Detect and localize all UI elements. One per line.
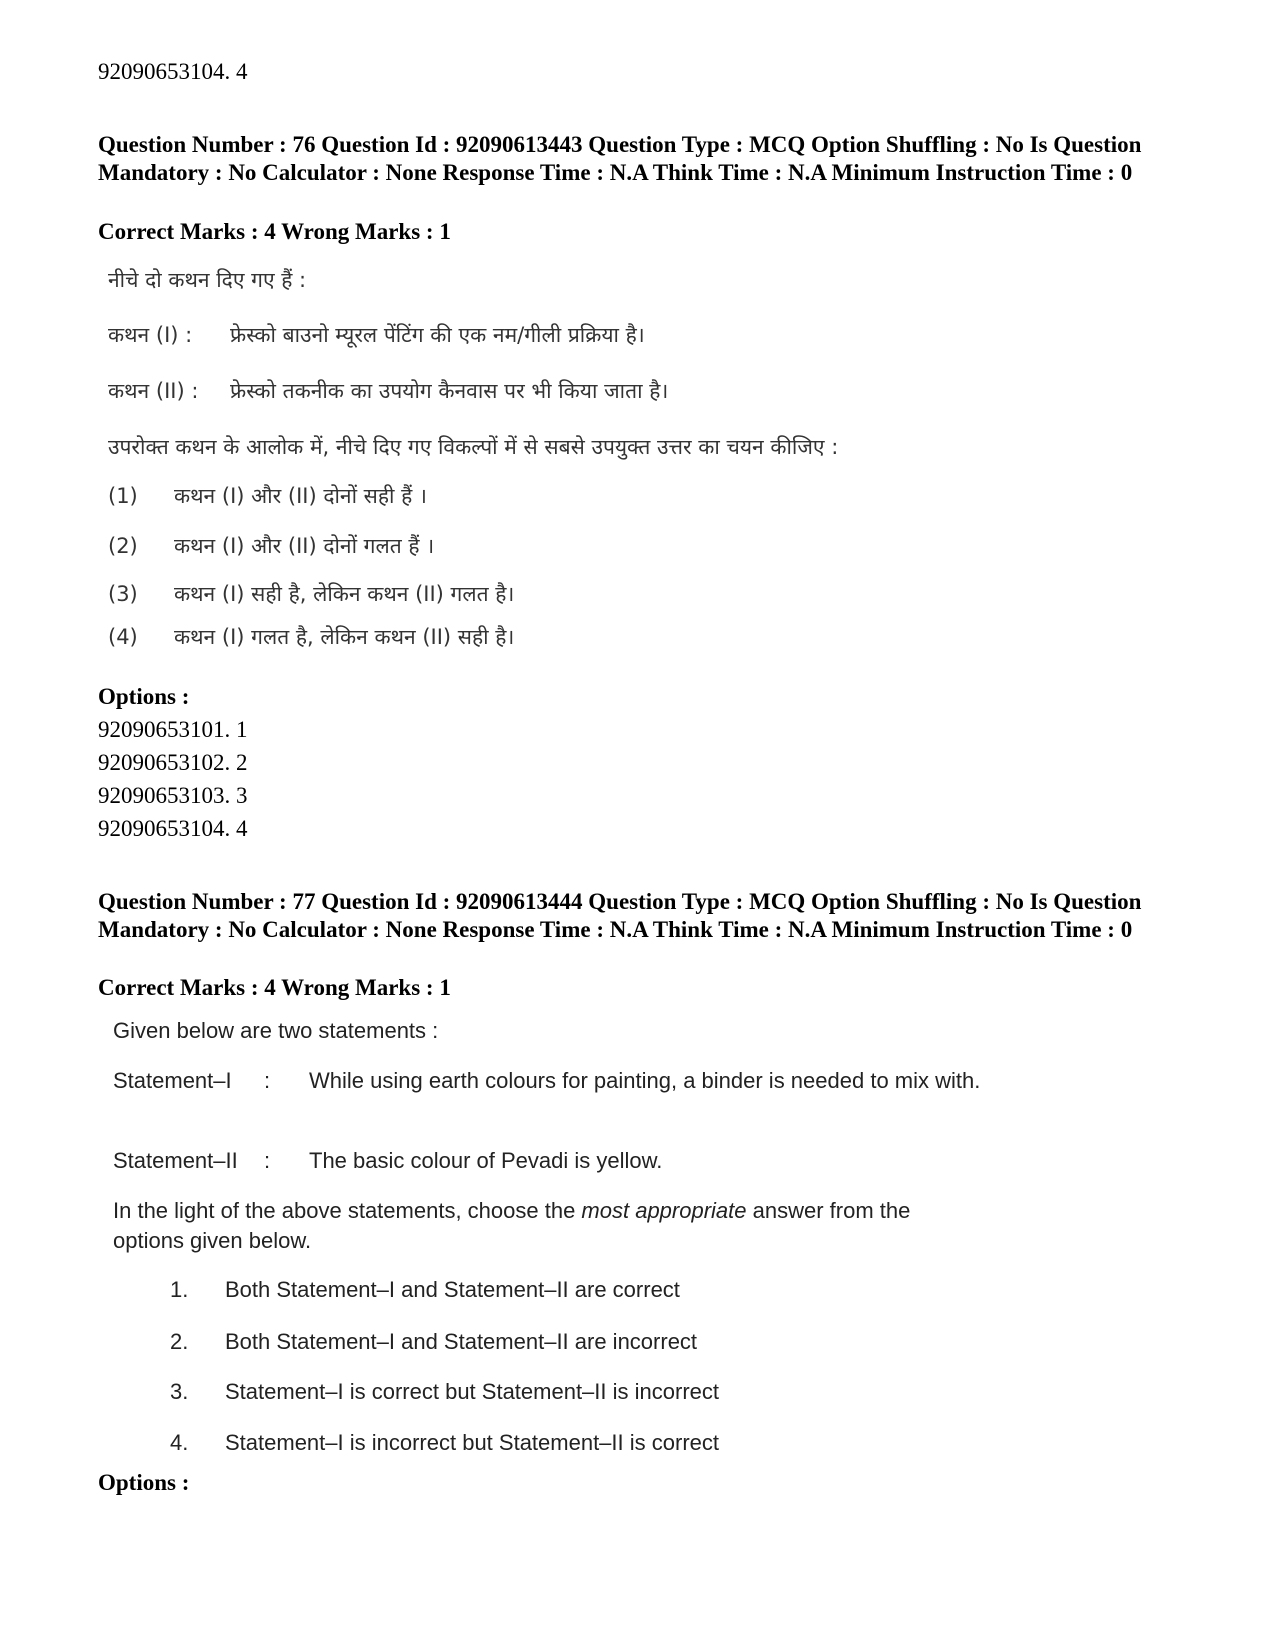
statement-label: कथन (II) :: [108, 379, 199, 403]
question-intro: नीचे दो कथन दिए गए हैं :: [108, 268, 307, 292]
choice-text: कथन (I) गलत है, लेकिन कथन (II) सही है।: [174, 625, 515, 649]
choice-number: (4): [108, 625, 138, 649]
prompt-text: answer from the options given below.: [113, 1198, 911, 1253]
question-header: Question Number : 76 Question Id : 92090613443 Question Type : MCQ Option Shuffling : No Is Question Mandatory : No Calculator : None Response Time : N.A Think Time : N.A Minimum Instruction Time : 0: [98, 132, 1142, 185]
choice-number: 2.: [170, 1329, 189, 1354]
statement-text: The basic colour of Pevadi is yellow.: [309, 1148, 663, 1173]
choice-row: [108, 580, 514, 608]
choice-number: 4.: [170, 1430, 189, 1455]
choice-number: 3.: [170, 1379, 189, 1404]
choice-number: (3): [108, 582, 138, 606]
statement-text: While using earth colours for painting, a binder is needed to mix with.: [309, 1068, 981, 1093]
choice-row: [108, 532, 434, 560]
question-prompt: उपरोक्त कथन के आलोक में, नीचे दिए गए विकल्पों में से सबसे उपयुक्त उत्तर का चयन कीजिए :: [108, 435, 839, 459]
statement-label: कथन (I) :: [108, 323, 193, 347]
statement-label: Statement–I: [113, 1068, 232, 1093]
option-line: 92090653101. 1: [98, 717, 248, 742]
marks-line: Correct Marks : 4 Wrong Marks : 1: [98, 219, 451, 244]
option-line: 92090653104. 4: [98, 816, 248, 841]
statement-separator: :: [264, 1148, 271, 1173]
choice-row: [108, 482, 427, 510]
options-label: Options :: [98, 684, 190, 709]
statement-row: [108, 321, 645, 349]
choice-number: (2): [108, 534, 138, 558]
choice-text: Both Statement–I and Statement–II are incorrect: [225, 1329, 698, 1354]
option-line: 92090653102. 2: [98, 750, 248, 775]
prompt-emphasis: most appropriate: [581, 1198, 747, 1223]
marks-line: Correct Marks : 4 Wrong Marks : 1: [98, 975, 451, 1000]
question-header: Question Number : 77 Question Id : 92090613444 Question Type : MCQ Option Shuffling : No Is Question Mandatory : No Calculator : None Response Time : N.A Think Time : N.A Minimum Instruction Time : 0: [98, 889, 1142, 942]
option-line: 92090653104. 4: [98, 59, 248, 84]
choice-text: कथन (I) सही है, लेकिन कथन (II) गलत है।: [174, 582, 515, 606]
choice-text: कथन (I) और (II) दोनों सही हैं ।: [174, 484, 427, 508]
options-label: Options :: [98, 1470, 190, 1495]
choice-text: Statement–I is correct but Statement–II is incorrect: [225, 1379, 719, 1404]
choice-text: कथन (I) और (II) दोनों गलत हैं ।: [174, 534, 435, 558]
choice-row: [108, 623, 514, 651]
choice-text: Statement–I is incorrect but Statement–II is correct: [225, 1430, 719, 1455]
prompt-text: In the light of the above statements, choose the: [113, 1198, 582, 1223]
option-line: 92090653103. 3: [98, 783, 248, 808]
statement-text: फ्रेस्को बाउनो म्यूरल पेंटिंग की एक नम/गीली प्रक्रिया है।: [230, 323, 645, 347]
choice-text: Both Statement–I and Statement–II are correct: [225, 1277, 680, 1302]
question-prompt: [113, 1196, 973, 1256]
statement-separator: :: [264, 1068, 271, 1093]
choice-number: (1): [108, 484, 138, 508]
choice-number: 1.: [170, 1277, 189, 1302]
statement-text: फ्रेस्को तकनीक का उपयोग कैनवास पर भी किया जाता है।: [230, 379, 669, 403]
question-intro: Given below are two statements :: [113, 1018, 439, 1043]
statement-row: [108, 377, 668, 405]
statement-label: Statement–II: [113, 1148, 238, 1173]
